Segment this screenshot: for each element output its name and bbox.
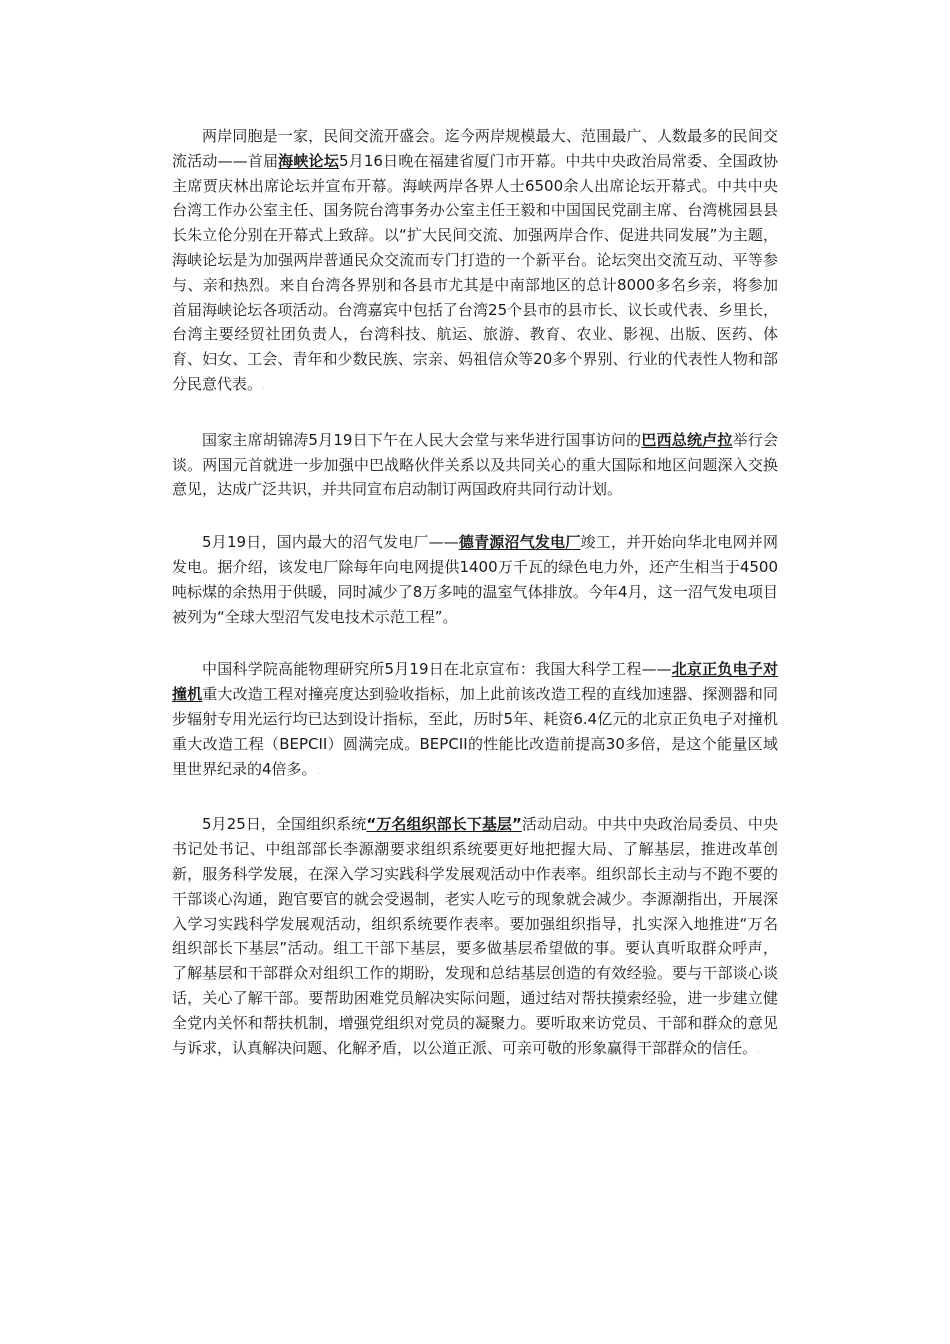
paragraph-text: 5月19日，国内最大的沼气发电厂——	[202, 533, 459, 552]
document-page	[172, 124, 778, 1063]
paragraph-text: 两岸同胞是一家，民间交流开盛会。迄今两岸规模最大、范围最广、人数最多的民间交流活动——首届	[172, 127, 778, 170]
trailing-mark: .	[316, 765, 320, 777]
paragraph-text: 竣工，并开始向华北电网并网发电。据介绍，该发电厂除每年向电网提供1400万千瓦的绿色电力外，还产生相当于4500吨标煤的余热用于供暖，同时减少了8万多吨的温室气体排放。今年4月，这一沼气发电项目被列为“全球大型沼气发电技术示范工程”。	[172, 533, 778, 626]
keyword-link[interactable]: “万名组织部长下基层”	[366, 815, 522, 834]
keyword-link[interactable]: 海峡论坛	[278, 151, 339, 170]
paragraph-biogas-plant	[172, 530, 778, 629]
paragraph-text: 重大改造工程对撞亮度达到验收指标，加上此前该改造工程的直线加速器、探测器和同步辐射专用光运行均已达到设计指标，至此，历时5年、耗资6.4亿元的北京正负电子对撞机重大改造工程（BEPCII）圆满完成。BEPCII的性能比改造前提高30多倍，是这个能量区域里世界纪录的4倍多。	[172, 685, 778, 778]
keyword-link[interactable]: 北京正负电子对撞机	[172, 660, 778, 704]
paragraph-text: 5月16日晚在福建省厦门市开幕。中共中央政治局常委、全国政协主席贾庆林出席论坛并宣布开幕。海峡两岸各界人士6500余人出席论坛开幕式。中共中央台湾工作办公室主任、国务院台湾事务办公室主任王毅和中国国民党副主席、台湾桃园县县长朱立伦分别在开幕式上致辞。以“扩大民间交流、加强两岸合作、促进共同发展”为主题，海峡论坛是为加强两岸普通民众交流而专门打造的一个新平台。论坛突出交流互动、平等参与、亲和热烈。来自台湾各界别和各县市尤其是中南部地区的总计8000多名乡亲，将参加首届海峡论坛各项活动。台湾嘉宾中包括了台湾25个县市的县市长、议长或代表、乡里长，台湾主要经贸社团负责人，台湾科技、航运、旅游、教育、农业、影视、出版、医药、体育、妇女、工会、青年和少数民族、宗亲、妈祖信众等20多个界别、行业的代表性人物和部分民意代表。	[172, 151, 778, 393]
paragraph-text: 中国科学院高能物理研究所5月19日在北京宣布：我国大科学工程——	[202, 660, 672, 679]
paragraph-brazil-talks	[172, 428, 778, 502]
keyword-link[interactable]: 巴西总统卢拉	[641, 430, 733, 449]
trailing-mark: .	[262, 380, 266, 392]
paragraph-collider	[172, 657, 778, 784]
paragraph-straits-forum	[172, 124, 778, 400]
paragraph-text: 举行会谈。两国元首就进一步加强中巴战略伙伴关系以及共同关心的重大国际和地区问题深入交换意见，达成广泛共识，并共同宣布启动制订两国政府共同行动计划。	[172, 430, 778, 499]
paragraph-text: 活动启动。中共中央政治局委员、中央书记处书记、中组部部长李源潮要求组织系统要更好地把握大局、了解基层，推进改革创新，服务科学发展，在深入学习实践科学发展观活动中作表率。组织部长主动与不跑不要的干部谈心沟通，跑官要官的就会受遏制，老实人吃亏的现象就会减少。李源潮指出，开展深入学习实践科学发展观活动，组织系统要作表率。要加强组织指导，扎实深入地推进“万名组织部长下基层”活动。组工干部下基层，要多做基层希望做的事。要认真听取群众呼声，了解基层和干部群众对组织工作的期盼，发现和总结基层创造的有效经验。要与干部谈心谈话，关心了解干部。要帮助困难党员解决实际问题，通过结对帮扶摸索经验，进一步建立健全党内关怀和帮扶机制，增强党组织对党员的凝聚力。要听取来访党员、干部和群众的意见与诉求，认真解决问题、化解矛盾，以公道正派、可亲可敬的形象赢得干部群众的信任。	[172, 815, 779, 1057]
paragraph-organization	[172, 812, 778, 1063]
keyword-link[interactable]: 德青源沼气发电厂	[458, 533, 581, 552]
paragraph-text: 国家主席胡锦涛5月19日下午在人民大会堂与来华进行国事访问的	[202, 430, 642, 449]
paragraph-text: 5月25日，全国组织系统	[202, 815, 367, 834]
trailing-mark: .	[757, 1044, 761, 1056]
